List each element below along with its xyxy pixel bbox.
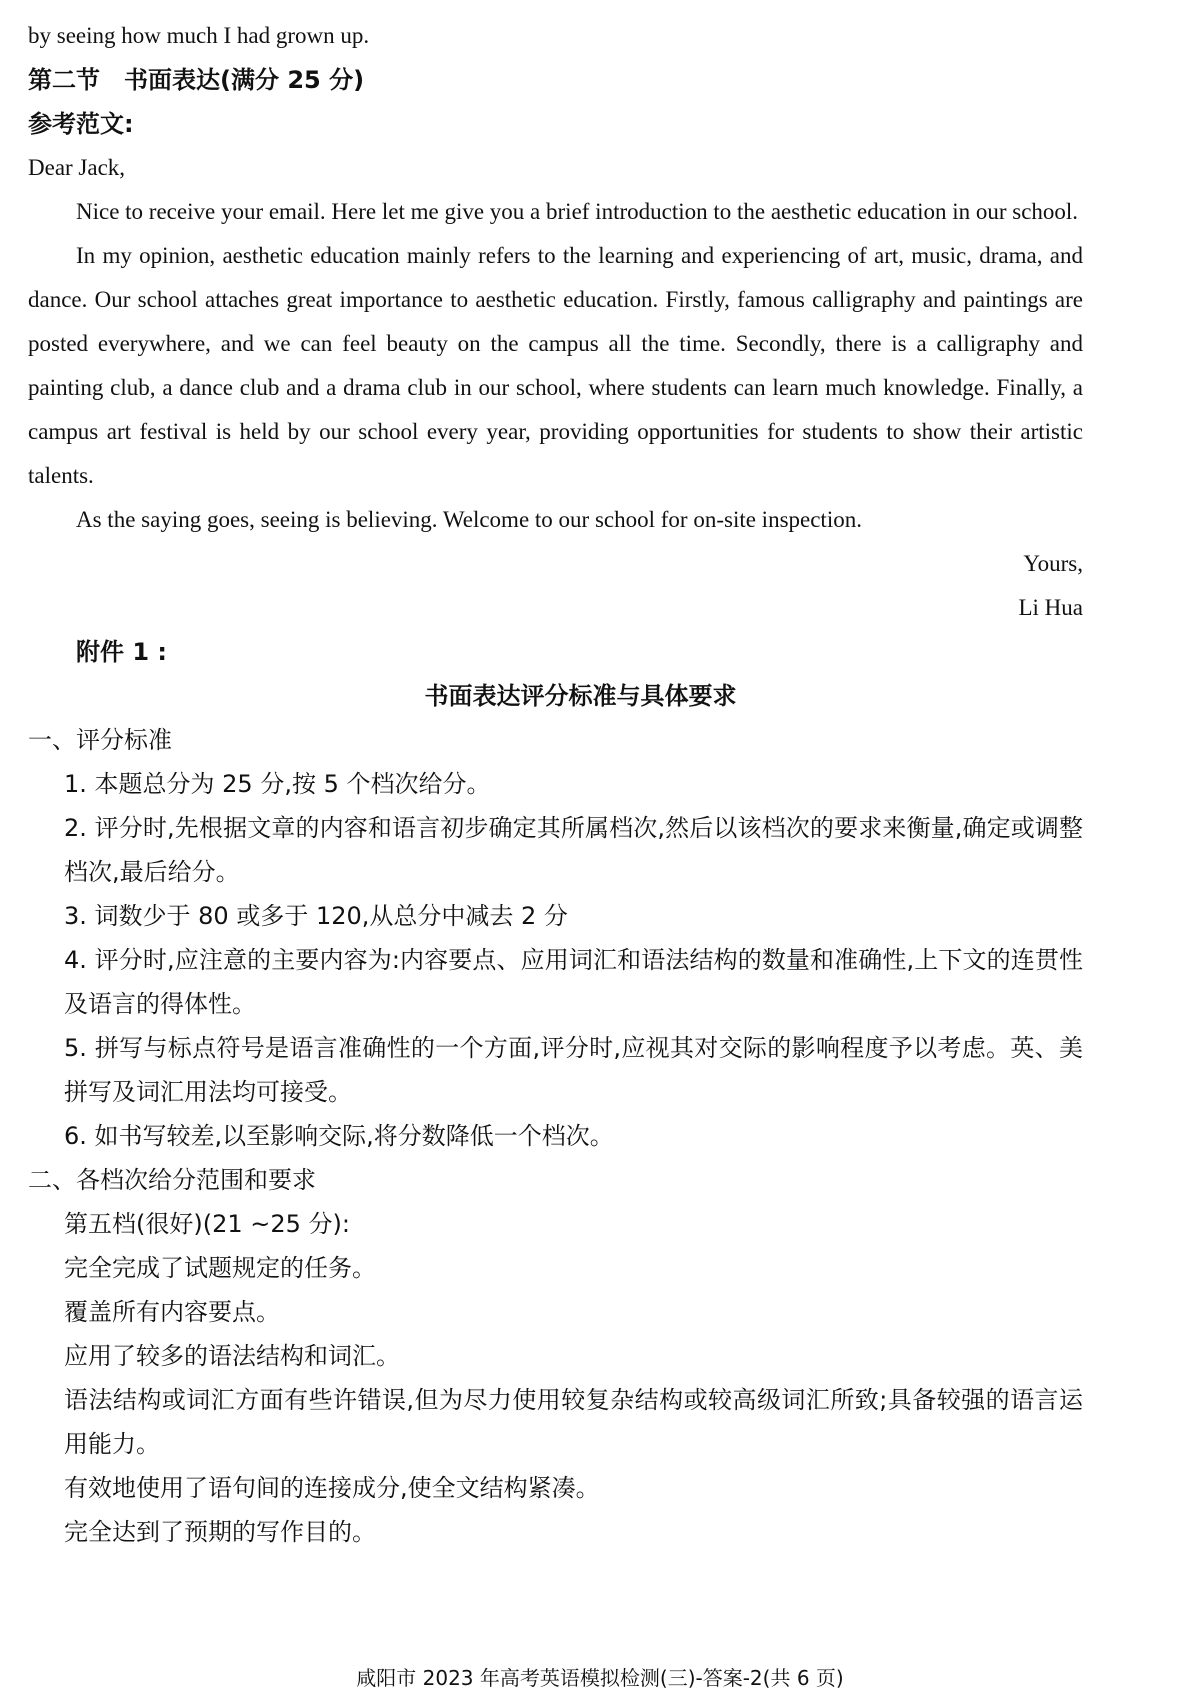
letter-paragraph-1 bbox=[28, 190, 1178, 234]
letter-salutation: Dear Jack, bbox=[28, 155, 126, 180]
letter-paragraph-text: Nice to receive your email. Here let me give you a brief introduction to the aesthetic education in our school. bbox=[76, 199, 1079, 224]
letter-paragraph-text: In my opinion, aesthetic education mainly refers to the learning and experiencing of art, music, drama, and dance. Our school attaches great importance to aesthetic education. Firstly, famous calligraphy and paintings are posted everywhere, and we can feel beauty on the campus all the time. Secondly, there is a calligraphy and painting club, a dance club and a drama club in our school, where students can learn much knowledge. Finally, a campus art festival is held by our school every year, providing opportunities for students to show their artistic talents. bbox=[28, 243, 1083, 488]
level-requirement: 完全达到了预期的写作目的。 bbox=[64, 1518, 376, 1546]
attachment-label: 附件 1 : bbox=[76, 638, 168, 666]
scoring-standards bbox=[28, 718, 1178, 1158]
standard-item: 5. 拼写与标点符号是语言准确性的一个方面,评分时,应视其对交际的影响程度予以考虑。英、美拼写及词汇用法均可接受。 bbox=[64, 1034, 1083, 1106]
letter-paragraph-2 bbox=[28, 234, 1178, 498]
standard-item: 2. 评分时,先根据文章的内容和语言初步确定其所属档次,然后以该档次的要求来衡量,确定或调整档次,最后给分。 bbox=[64, 814, 1083, 886]
letter-closing: Yours, bbox=[1023, 551, 1083, 576]
scoring-standards-heading: 一、评分标准 bbox=[28, 726, 172, 754]
level-five-title: 第五档(很好)(21 ~25 分): bbox=[64, 1210, 350, 1238]
standard-item: 6. 如书写较差,以至影响交际,将分数降低一个档次。 bbox=[64, 1122, 614, 1150]
rubric-title: 书面表达评分标准与具体要求 bbox=[424, 682, 737, 710]
standard-item: 4. 评分时,应注意的主要内容为:内容要点、应用词汇和语法结构的数量和准确性,上下文的连贯性及语言的得体性。 bbox=[64, 946, 1083, 1018]
section-heading: 第二节 书面表达(满分 25 分) bbox=[28, 66, 365, 94]
level-requirement: 应用了较多的语法结构和词汇。 bbox=[64, 1342, 400, 1370]
level-requirement: 覆盖所有内容要点。 bbox=[64, 1298, 280, 1326]
previous-answer-ending: by seeing how much I had grown up. bbox=[28, 23, 370, 48]
score-levels-heading: 二、各档次给分范围和要求 bbox=[28, 1166, 316, 1194]
level-requirement: 完全完成了试题规定的任务。 bbox=[64, 1254, 376, 1282]
level-requirement: 语法结构或词汇方面有些许错误,但为尽力使用较复杂结构或较高级词汇所致;具备较强的语言运用能力。 bbox=[64, 1386, 1083, 1458]
letter-paragraph-text: As the saying goes, seeing is believing. Welcome to our school for on-site inspection. bbox=[76, 507, 862, 532]
sample-essay-label: 参考范文: bbox=[28, 110, 134, 138]
sample-letter bbox=[28, 146, 1178, 630]
level-requirement: 有效地使用了语句间的连接成分,使全文结构紧凑。 bbox=[64, 1474, 600, 1502]
letter-paragraph-3 bbox=[28, 498, 1178, 542]
standard-item: 3. 词数少于 80 或多于 120,从总分中减去 2 分 bbox=[64, 902, 568, 930]
standard-item: 1. 本题总分为 25 分,按 5 个档次给分。 bbox=[64, 770, 491, 798]
page-footer: 咸阳市 2023 年高考英语模拟检测(三)-答案-2(共 6 页) bbox=[356, 1666, 844, 1690]
score-levels bbox=[28, 1158, 1178, 1554]
letter-signature: Li Hua bbox=[1018, 595, 1083, 620]
